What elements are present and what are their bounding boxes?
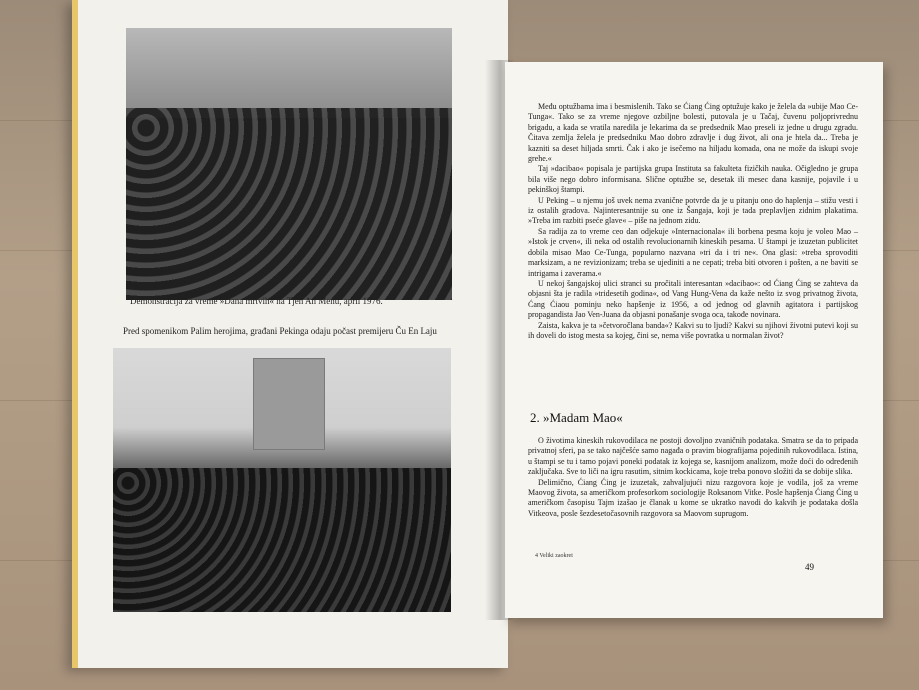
left-page [72, 0, 508, 668]
monument-photo [113, 348, 451, 612]
monument [253, 358, 325, 450]
paragraph: Delimično, Ćiang Ćing je izuzetak, zahvaljujući nizu razgovora koje je vodila, još za vreme Maovog života, sa američkom profesorkom sociologije Roksanom Vitke. Posle hapšenja Ćiang Ćing u američkom časopisu Tajm izašao je članak u kome se ukratko navodi do kakvih je podataka došla Vitkeova, posle šezdesetočasovnih razgovora sa Maovom suprugom. [528, 477, 858, 518]
caption-top: Demonstracija za vreme »Dana mrtvih« na Tjen An Menu, april 1976. [130, 296, 383, 306]
footnote: 4 Veliki zaokret [535, 553, 573, 559]
paragraph: U nekoj šangajskoj ulici stranci su pročitali interesantan »dacibao«: od Ćiang Ćing se zahteva da objasni šta je radila »tridesetih godina«, od Vang Hung-Vena da kaže nešto iz svog privatnog života, Ćang Ćiaou pominju neko hapšenje iz 1956, a od jednog od glavnih agitatora i partijskog propagandista Jao Ven-Juana da objasni ponašanje svoga oca, takođe novinara. [528, 278, 858, 320]
photo-crowd-2 [113, 468, 451, 612]
photo-sky [126, 28, 452, 118]
demonstration-photo [126, 28, 452, 300]
page-number: 49 [805, 562, 814, 572]
text-block-top [528, 102, 858, 341]
paragraph: Među optužbama ima i besmislenih. Tako se Ćiang Ćing optužuje kako je želela da »ubije Mao Ce-Tunga«. Tako se za vreme njegove ozbiljne bolesti, putovala je u Tačaj, čuvenu poljoprivrednu brigadu, a kada se vratila naredila je lekarima da se predsednik Mao preseli iz jedne u drugu zgradu. Čitava zemlja želela je predsedniku Mao dobro zdravlje i dug život, ali ona je htela da... Treba je kazniti sa deset hiljada smrti. Čak i ako je isečemo na hiljadu komada, ona ne može da iskupi svoje grehe.« [528, 102, 858, 164]
caption-bottom: Pred spomenikom Palim herojima, građani Pekinga odaju počast premijeru Ču En Laju [123, 326, 437, 336]
open-book [50, 0, 858, 672]
paragraph: Taj »dacibao« popisala je partijska grupa Instituta sa fakulteta fizičkih nauka. Očigledno je grupa bila više nego dobro informisana. Slične optužbe se, desetak ili mesec dana kasnije, pojavile i u pekinškoj štampi. [528, 164, 858, 195]
text-block-bottom [528, 436, 858, 519]
section-heading: 2. »Madam Mao« [530, 410, 623, 425]
right-page [505, 62, 883, 618]
paragraph: Zaista, kakva je ta »četvoročlana banda«? Kakvi su to ljudi? Kakvi su njihovi životni putevi koji su ih doveli do istog mesta sa kojeg, čini se, nema više povratka u normalan život? [528, 320, 858, 340]
paragraph: Sa radija za to vreme ceo dan odjekuje »Internacionala« ili borbena pesma koju je voleo Mao – »Istok je crven«, ili neka od ostalih revolucionarnih kineskih pesama. U štampi je izuzetan publicitet dobila misao Mao Ce-Tunga, popularno nazvana »tri da i tri ne«. Ona glasi: »treba sprovoditi marksizam, a ne revizionizam; treba se ujediniti a ne cepati; treba biti otvoren i pošten, a ne baviti se intrigama i zaverama.« [528, 226, 858, 278]
photo-crowd [126, 108, 452, 300]
paragraph: U Peking – u njemu još uvek nema zvanične potvrde da je u pitanju ono do haplenja – stižu vesti i iz ostalih gradova. Najinteresantnije su one iz Šangaja, koji je tada preplavljen zidnim plakatima. »Treba im razbiti pseće glave« – piše na jednom zidu. [528, 195, 858, 226]
paragraph: O životima kineskih rukovodilaca ne postoji dovoljno zvaničnih podataka. Smatra se da to pripada privatnoj sferi, pa se tako najčešće samo nagađa o pravim biografijama pojedinih rukovodilaca. Istina, u štampi se tu i tamo pojavi poneki podatak iz kojega se, kasnijom analizom, može doći do određenih zaključaka. Sve to liči na igru rasutim, sitnim kockicama, koje treba ponovo složiti da se dobije slika. [528, 436, 858, 477]
